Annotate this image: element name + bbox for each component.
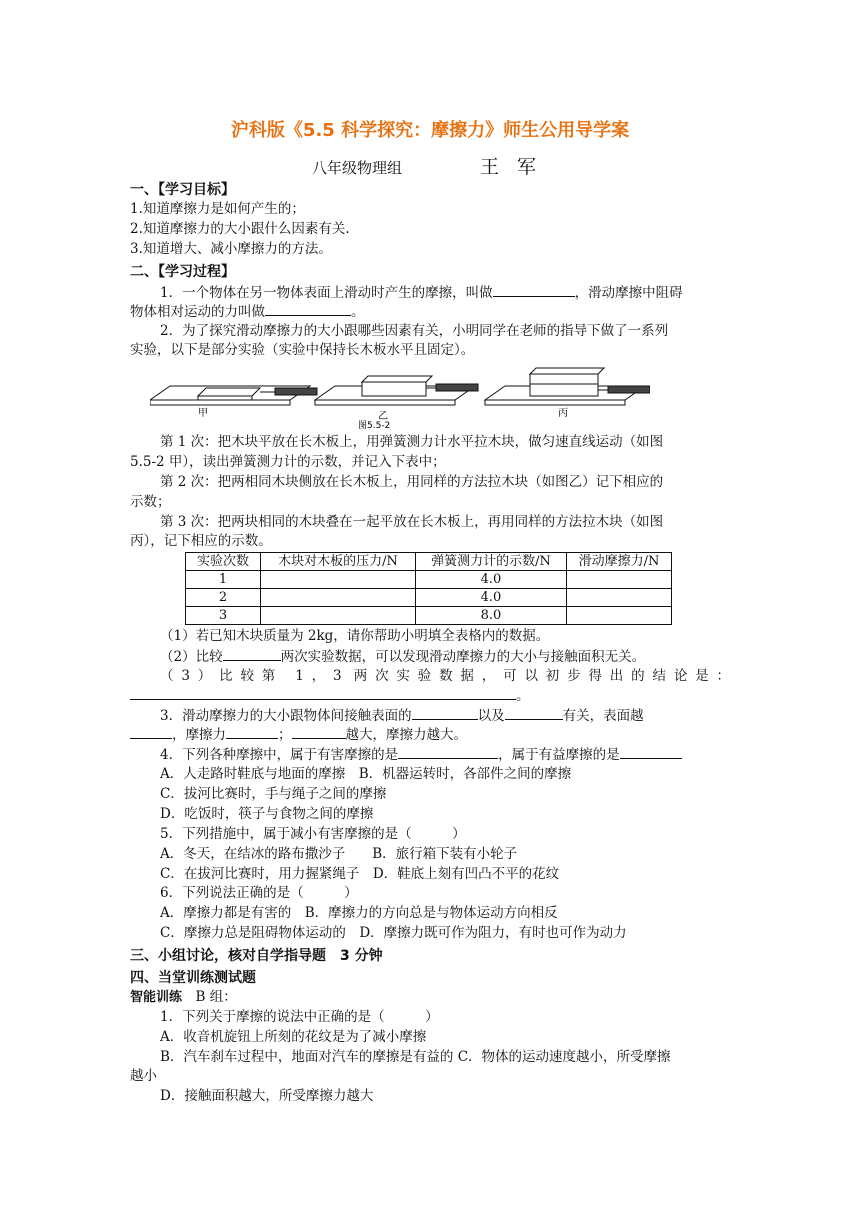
group-name: 八年级物理组 [312,159,403,177]
section1-heading: 一、【学习目标】 [130,182,235,198]
q2-line2: 实验，以下是部分实验（实验中保持长木板水平且固定）。 [130,342,475,358]
q1-line1: 1．一个物体在另一物体表面上滑动时产生的摩擦，叫做 ，滑动摩擦中阻碍 [160,285,683,301]
q1-line2: 物体相对运动的力叫做 。 [130,304,365,320]
sub-question-1: （1）若已知木块质量为 2kg，请你帮助小明填全表格内的数据。 [160,628,550,644]
table-cell: 4.0 [416,571,567,589]
blank[interactable] [130,686,516,700]
table-cell: 3 [186,607,261,625]
table-header-row [186,553,672,571]
figure-label-c: 丙 [558,408,568,419]
blank[interactable] [226,725,278,739]
q6-stem: 6．下列说法正确的是（ ） [160,885,358,901]
blank[interactable] [265,302,351,316]
figure-caption: 图5.5-2 [358,421,391,431]
blank[interactable] [412,706,478,720]
page-title: 沪科版《5.5 科学探究：摩擦力》师生公用导学案 [230,120,630,141]
training-group-label: 智能训练 B 组： [130,989,237,1005]
blank[interactable] [130,725,172,739]
blank[interactable] [223,647,281,661]
blank[interactable] [292,725,346,739]
test-q1-stem: 1．下列关于摩擦的说法中正确的是（ ） [160,1009,439,1025]
table-cell[interactable] [261,571,416,589]
objective-1: 1.知道摩擦力是如何产生的； [130,201,305,217]
figure-label-a: 甲 [198,408,208,419]
table-header: 木块对木板的压力/N [261,553,416,571]
q4-option-d: D．吃饭时，筷子与食物之间的摩擦 [160,806,374,822]
trial1-line1: 第 1 次：把木块平放在长木板上，用弹簧测力计水平拉木块，做匀速直线运动（如图 [160,434,664,450]
results-table [185,552,672,625]
table-cell[interactable] [567,589,672,607]
sub-question-3: （3）比较第 1，3 两次实验数据，可以初步得出的结论是： [160,668,730,684]
blank[interactable] [505,706,563,720]
test-q1-option-d: D．接触面积越大，所受摩擦力越大 [160,1088,374,1104]
trial2-line2: 示数； [130,494,171,510]
table-header: 滑动摩擦力/N [567,553,672,571]
figure-label-b: 乙 [378,411,388,422]
q2-line1: 2．为了探究滑动摩擦力的大小跟哪些因素有关，小明同学在老师的指导下做了一系列 [160,323,669,339]
table-row [186,607,672,625]
test-q1-option-a: A．收音机旋钮上所刻的花纹是为了减小摩擦 [160,1029,427,1045]
q5-stem: 5．下列措施中，属于减小有害摩擦的是（ ） [160,826,466,842]
q5-options-ab: A．冬天，在结冰的路布撒沙子 B．旅行箱下装有小轮子 [160,846,518,862]
table-cell[interactable] [567,607,672,625]
trial3-line2: 丙），记下相应的示数。 [130,533,272,549]
table-row [186,589,672,607]
author-name: 王 军 [480,156,543,178]
q4-line: 4．下列各种摩擦中，属于有害摩擦的是 ，属于有益摩擦的是 [160,745,760,765]
q3-line1: 3．滑动摩擦力的大小跟物体间接触表面的 以及 有关，表面越 [160,708,644,724]
trial2-line1: 第 2 次：把两相同木块侧放在长木板上，用同样的方法拉木块（如图乙）记下相应的 [160,474,664,490]
table-header: 弹簧测力计的示数/N [416,553,567,571]
blank[interactable] [493,283,575,297]
table-cell[interactable] [567,571,672,589]
objective-2: 2.知道摩擦力的大小跟什么因素有关. [130,221,350,237]
table-header: 实验次数 [186,553,261,571]
blank[interactable] [398,745,498,759]
section3-heading: 三、小组讨论，核对自学指导题 3 分钟 [130,948,383,964]
blank[interactable] [620,745,682,759]
q6-options-ab: A．摩擦力都是有害的 B．摩擦力的方向总是与物体运动方向相反 [160,905,558,921]
q5-options-cd: C．在拔河比赛时，用力握紧绳子 D．鞋底上刻有凹凸不平的花纹 [160,866,560,882]
q4-option-c: C．拔河比赛时，手与绳子之间的摩擦 [160,786,387,802]
table-cell: 1 [186,571,261,589]
test-q1-options-bc: B．汽车刹车过程中，地面对汽车的摩擦是有益的 C．物体的运动速度越小，所受摩擦 [160,1049,671,1065]
test-q1-options-bc-cont: 越小 [130,1068,157,1084]
table-cell: 4.0 [416,589,567,607]
table-cell: 2 [186,589,261,607]
table-cell[interactable] [261,607,416,625]
table-cell[interactable] [261,589,416,607]
trial3-line1: 第 3 次：把两块相同的木块叠在一起平放在长木板上，再用同样的方法拉木块（如图 [160,514,664,530]
sub-question-3-answer: 。 [130,686,730,706]
section4-heading: 四、当堂训练测试题 [130,970,256,986]
trial1-line2: 5.5-2 甲），读出弹簧测力计的示数，并记入下表中； [130,454,446,470]
q6-options-cd: C．摩擦力总是阻碍物体运动的 D．摩擦力既可作为阻力，有时也可作为动力 [160,925,627,941]
sub-question-2: （2）比较 两次实验数据，可以发现滑动摩擦力的大小与接触面积无关。 [160,649,646,665]
experiment-figure [150,364,650,432]
table-cell: 8.0 [416,607,567,625]
objective-3: 3.知道增大、减小摩擦力的方法。 [130,241,332,257]
q3-line2: ，摩擦力 ； 越大，摩擦力越大。 [130,725,730,745]
section2-heading: 二、【学习过程】 [130,264,235,280]
q4-options-ab: A．人走路时鞋底与地面的摩擦 B．机器运转时，各部件之间的摩擦 [160,766,572,782]
byline [312,152,542,179]
table-row [186,571,672,589]
